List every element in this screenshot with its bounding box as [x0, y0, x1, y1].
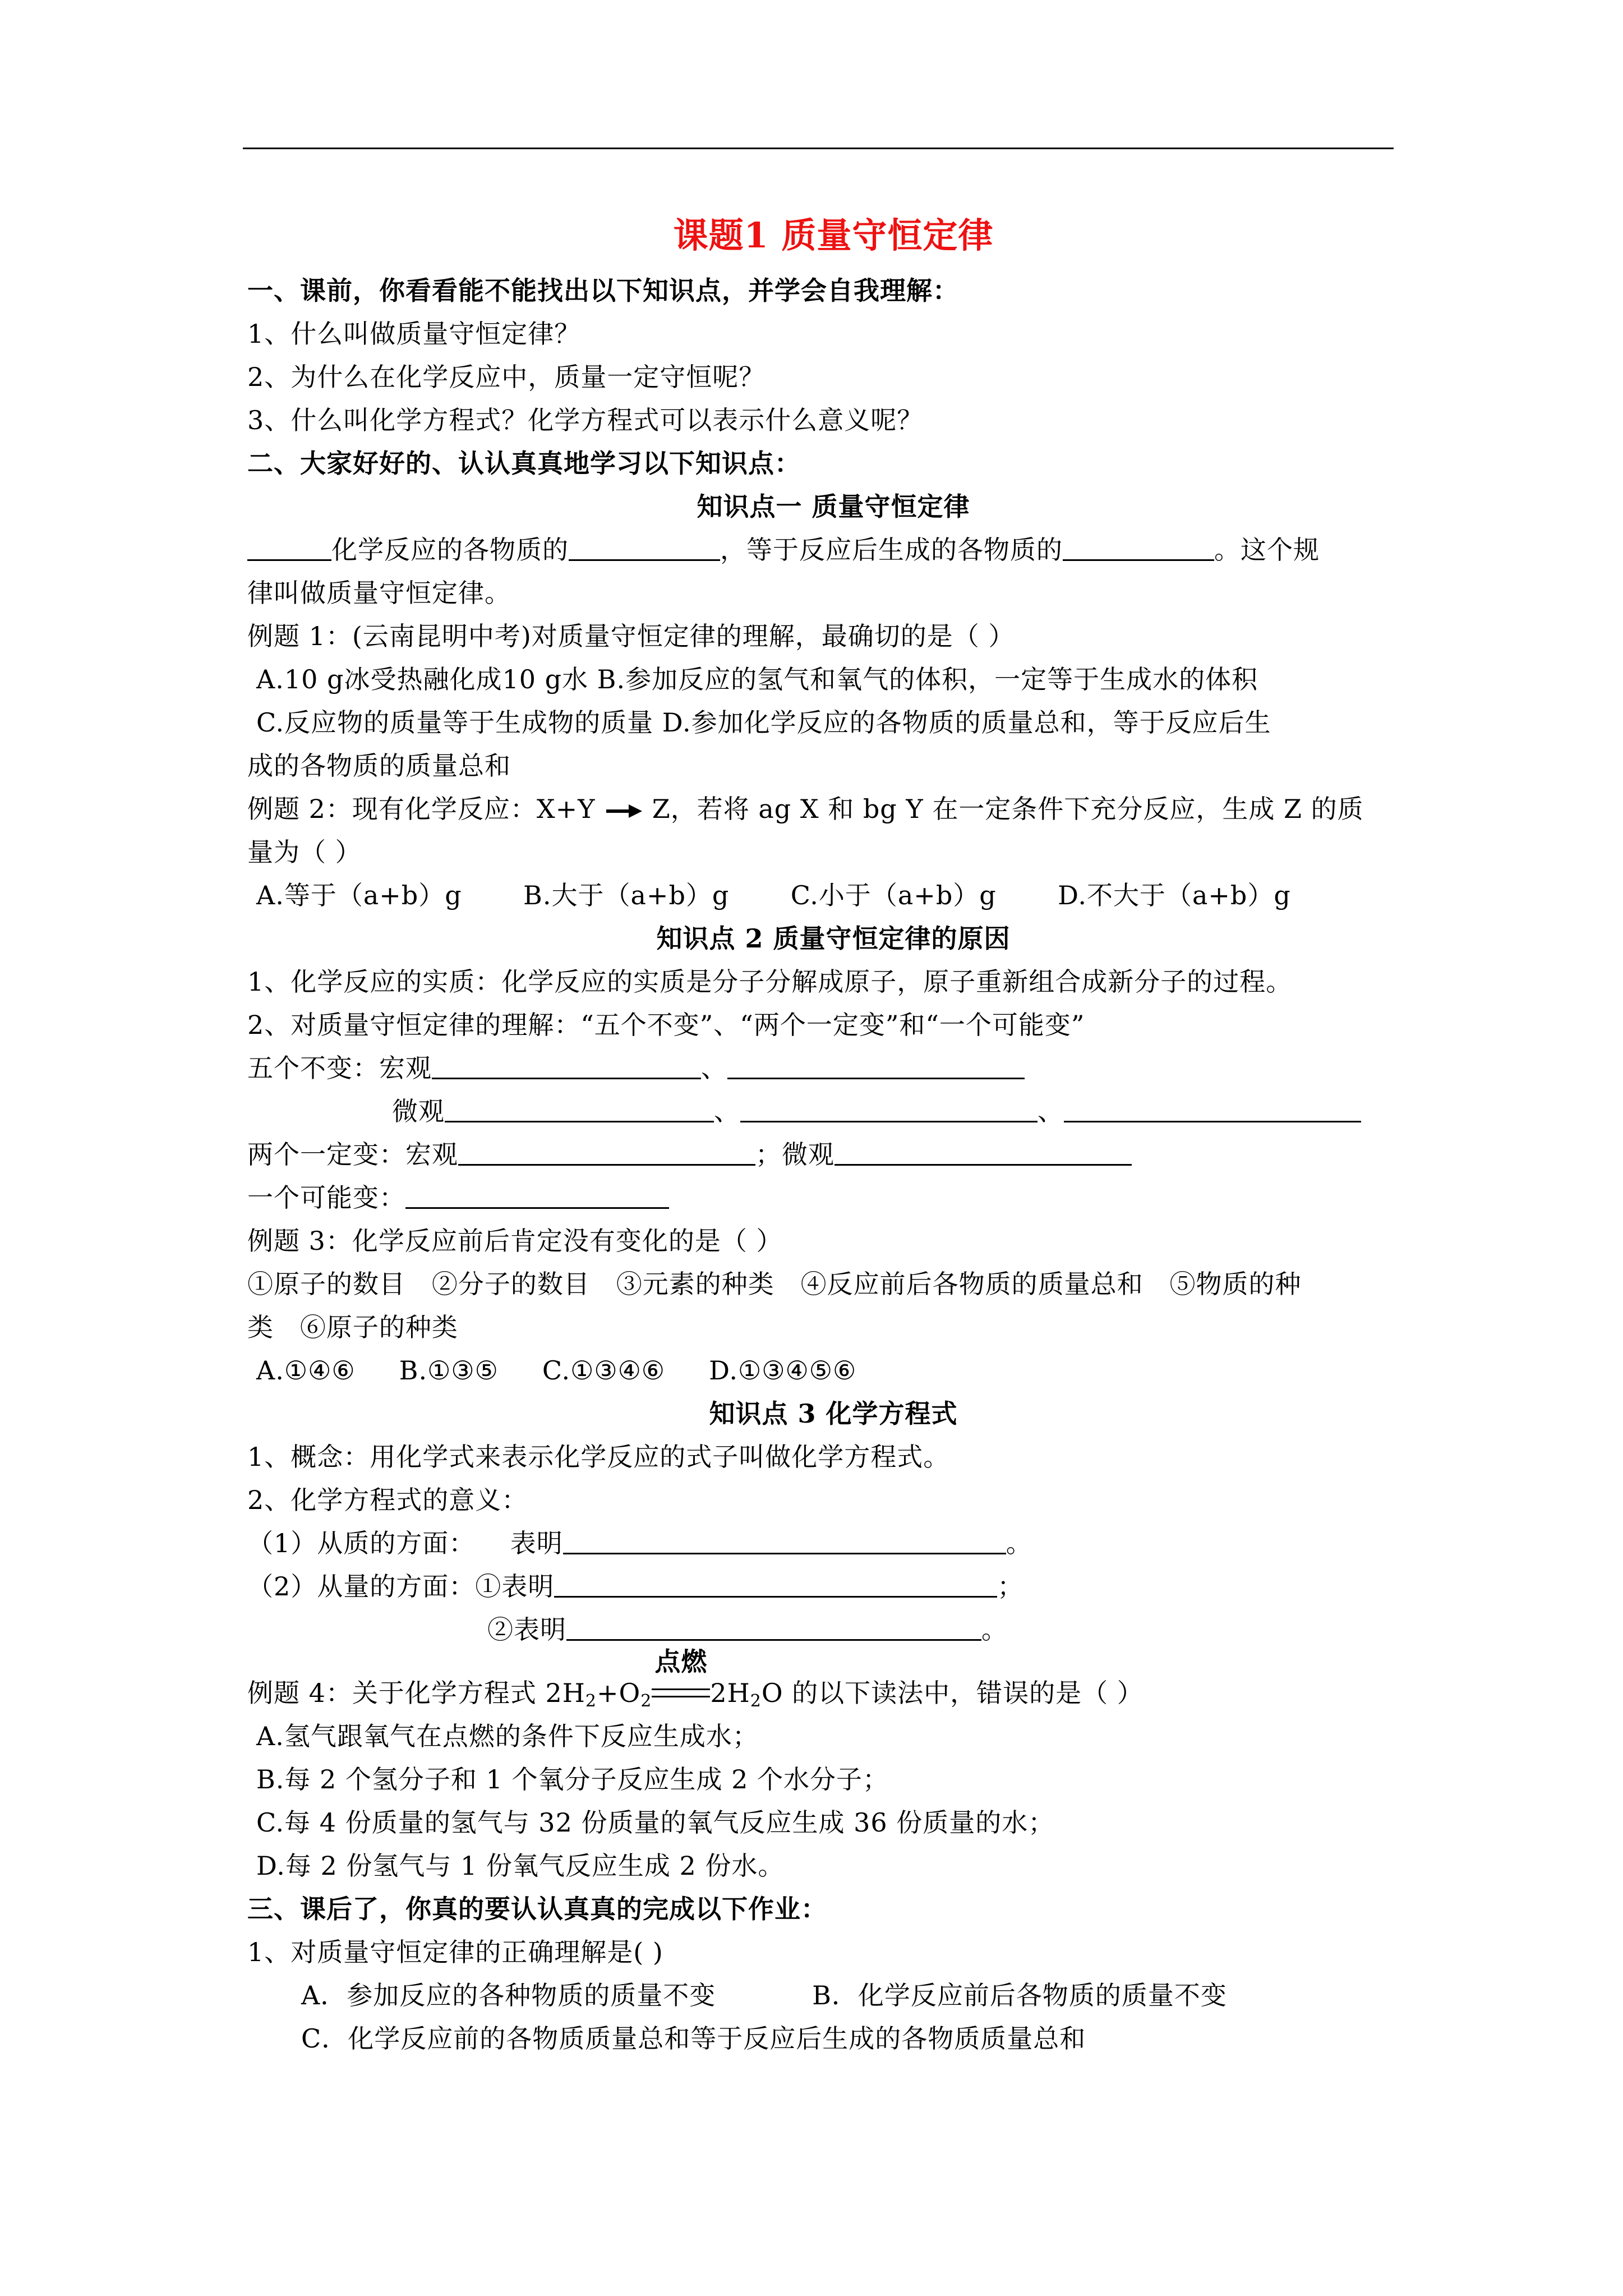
blank-field[interactable] [1064, 1098, 1361, 1122]
section1-heading: 一、课前，你看看能不能找出以下知识点，并学会自我理解： [247, 275, 959, 306]
hw-q1: 1、对质量守恒定律的正确理解是( ) [247, 1937, 663, 1967]
kp2-item-2: 2、对质量守恒定律的理解：“五个不变”、“两个一定变”和“一个可能变” [247, 1010, 1085, 1040]
ex1-options-3: 成的各物质的质量总和 [247, 751, 511, 781]
meaning-quantity-2 [247, 1608, 1419, 1651]
reaction-condition [652, 1646, 710, 1715]
ex4-option-d: D.每 2 份氢气与 1 份氧气反应生成 2 份水。 [256, 1851, 785, 1881]
five-label: 五个不变：宏观 [247, 1053, 432, 1083]
ex4-pre: 例题 4：关于化学方程式 2H [247, 1678, 585, 1708]
blank-field[interactable] [432, 1055, 701, 1079]
blank-field[interactable] [563, 1530, 1006, 1554]
page-title: 课题1 质量守恒定律 [673, 215, 994, 256]
ex1-options-1: A.10 g冰受热融化成10 g水 B.参加反应的氢气和氧气的体积，一定等于生成水的体积 [256, 664, 1258, 694]
blank-field[interactable] [405, 1185, 669, 1209]
five-unchanged-micro [247, 1090, 1419, 1133]
hw-q1-option-c: C．化学反应前的各物质质量总和等于反应后生成的各物质质量总和 [301, 2023, 1086, 2054]
ex3-list-1: ①原子的数目 ②分子的数目 ③元素的种类 ④反应前后各物质的质量总和 ⑤物质的种 [247, 1269, 1302, 1299]
blank-field[interactable] [554, 1573, 997, 1598]
two-must-change [247, 1133, 1419, 1176]
ex2-a: 例题 2：现有化学反应：X+Y [247, 794, 596, 824]
ex2-options: A.等于（a+b）g B.大于（a+b）g C.小于（a+b）g D.不大于（a+b）g [256, 880, 1291, 910]
m3-label: ②表明 [487, 1614, 566, 1645]
kp3-item-2: 2、化学方程式的意义： [247, 1485, 528, 1515]
section2-heading: 二、大家好好的、认认真真地学习以下知识点： [247, 448, 801, 478]
m3-end: 。 [981, 1614, 1008, 1645]
kp1-title: 知识点一 质量守恒定律 [697, 491, 970, 522]
meaning-quality [247, 1522, 1419, 1565]
ex4-plus: +O [597, 1678, 641, 1708]
ex4-question [247, 1646, 1419, 1715]
separator: 、 [714, 1096, 740, 1126]
subscript: 2 [585, 1691, 597, 1711]
header-rule [243, 148, 1394, 149]
m2-label: （2）从量的方面：①表明 [247, 1571, 555, 1602]
two-label: 两个一定变：宏观 [247, 1139, 458, 1170]
ex3-list-2: 类 ⑥原子的种类 [247, 1312, 458, 1342]
section1-item-1: 1、什么叫做质量守恒定律？ [247, 319, 581, 349]
m2-end: ； [997, 1571, 1024, 1602]
kp2-item-1: 1、化学反应的实质：化学反应的实质是分子分解成原子，原子重新组合成新分子的过程。 [247, 967, 1293, 997]
meaning-quantity-1 [247, 1565, 1419, 1608]
subscript: 2 [750, 1691, 762, 1711]
reaction-arrow-icon [604, 803, 643, 820]
m1-label: （1）从质的方面： 表明 [247, 1528, 563, 1558]
m1-end: 。 [1006, 1528, 1032, 1558]
kp1-law-c: 。这个规 [1214, 535, 1320, 565]
one-may-change [247, 1176, 1419, 1220]
five-unchanged-macro [247, 1047, 1419, 1090]
one-label: 一个可能变： [247, 1182, 405, 1213]
blank-field[interactable] [247, 537, 331, 561]
blank-field[interactable] [569, 537, 720, 561]
micro-label: 微观 [392, 1096, 445, 1126]
kp2-title: 知识点 2 质量守恒定律的原因 [656, 923, 1011, 954]
separator: 、 [1038, 1096, 1064, 1126]
ex4-prod: 2H [710, 1678, 750, 1708]
kp1-law-b: ，等于反应后生成的各物质的 [720, 535, 1063, 565]
two-sep: ；微观 [755, 1139, 834, 1170]
subscript: 2 [640, 1691, 652, 1711]
blank-field[interactable] [458, 1142, 755, 1166]
double-line-icon [652, 1688, 710, 1697]
ex4-option-a: A.氢气跟氧气在点燃的条件下反应生成水； [256, 1721, 759, 1751]
ex4-option-c: C.每 4 份质量的氢气与 32 份质量的氧气反应生成 36 份质量的水； [256, 1807, 1055, 1838]
kp3-item-1: 1、概念：用化学式来表示化学反应的式子叫做化学方程式。 [247, 1442, 950, 1472]
kp1-law-a: 化学反应的各物质的 [331, 535, 569, 565]
blank-field[interactable] [834, 1142, 1132, 1166]
condition-label: 点燃 [654, 1646, 708, 1677]
blank-field[interactable] [740, 1098, 1038, 1122]
section1-item-3: 3、什么叫化学方程式？化学方程式可以表示什么意义呢？ [247, 405, 924, 435]
hw-q1-options-ab: A．参加反应的各种物质的质量不变 B．化学反应前后各物质的质量不变 [301, 1980, 1227, 2010]
separator: 、 [701, 1053, 727, 1083]
blank-field[interactable] [1063, 537, 1214, 561]
ex2-question-end: 量为（ ） [247, 837, 362, 867]
kp3-title: 知识点 3 化学方程式 [709, 1398, 958, 1429]
blank-field[interactable] [566, 1617, 981, 1641]
section3-heading: 三、课后了，你真的要认认真真的完成以下作业： [247, 1894, 827, 1924]
blank-field[interactable] [727, 1055, 1025, 1079]
blank-field[interactable] [445, 1098, 714, 1122]
ex4-option-b: B.每 2 个氢分子和 1 个氧分子反应生成 2 个水分子； [256, 1764, 889, 1795]
ex1-options-2: C.反应物的质量等于生成物的质量 D.参加化学反应的各物质的质量总和，等于反应后生 [256, 707, 1271, 738]
ex3-options: A.①④⑥ B.①③⑤ C.①③④⑥ D.①③④⑤⑥ [256, 1355, 857, 1386]
kp1-law-line [247, 528, 1419, 572]
worksheet-page [247, 208, 1419, 2060]
ex2-question-line [247, 788, 1419, 831]
ex2-b: Z，若将 ag X 和 bg Y 在一定条件下充分反应，生成 Z 的质 [643, 794, 1364, 824]
ex1-question: 例题 1：(云南昆明中考)对质量守恒定律的理解，最确切的是（ ） [247, 621, 1015, 651]
kp1-law-d: 律叫做质量守恒定律。 [247, 578, 511, 608]
ex3-question: 例题 3：化学反应前后肯定没有变化的是（ ） [247, 1226, 783, 1256]
section1-item-2: 2、为什么在化学反应中，质量一定守恒呢？ [247, 362, 766, 392]
ex4-post: O 的以下读法中，错误的是（ ） [761, 1678, 1144, 1708]
